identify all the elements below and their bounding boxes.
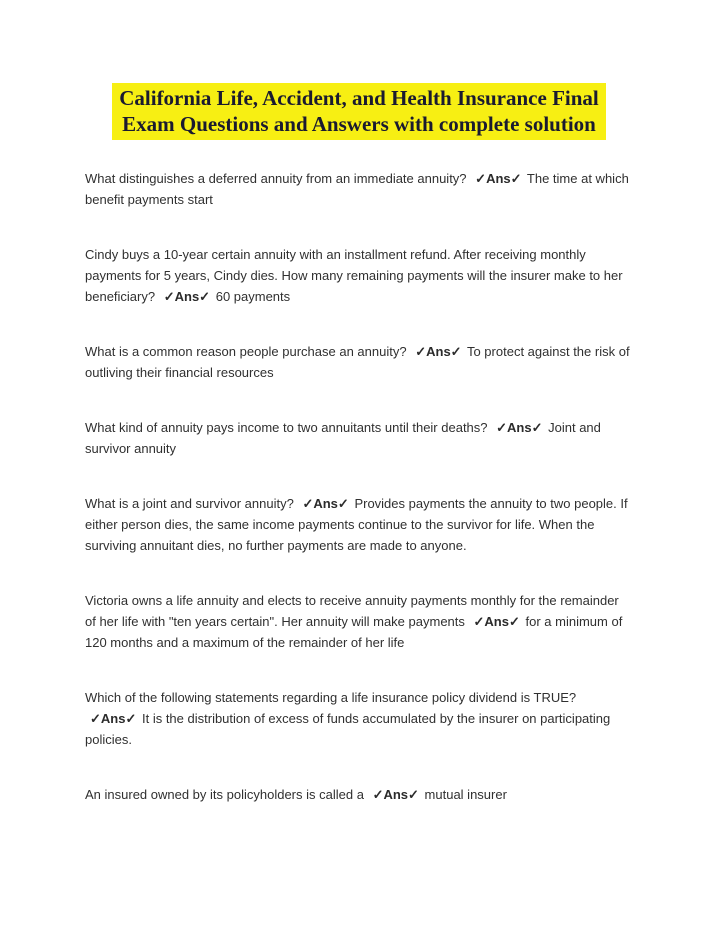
question-text: What is a joint and survivor annuity? — [85, 496, 294, 511]
ans-marker: ✓Ans✓ — [372, 787, 419, 802]
answer-text: Joint and survivor annuity — [85, 420, 601, 456]
qa-item — [85, 590, 633, 653]
ans-marker: ✓Ans✓ — [475, 171, 522, 186]
question-text: What kind of annuity pays income to two annuitants until their deaths? — [85, 420, 488, 435]
page-title-line2: Exam Questions and Answers with complete solution — [122, 112, 596, 136]
qa-item — [85, 784, 633, 805]
answer-text: To protect against the risk of outliving their financial resources — [85, 344, 630, 380]
answer-text: 60 payments — [215, 289, 291, 304]
ans-marker: ✓Ans✓ — [415, 344, 462, 359]
ans-marker: ✓Ans✓ — [163, 289, 211, 304]
title-block — [85, 83, 633, 140]
ans-marker: ✓Ans✓ — [302, 496, 349, 511]
qa-item — [85, 341, 633, 383]
question-text: Which of the following statements regarding a life insurance policy dividend is TRUE? — [85, 690, 577, 705]
answer-text: The time at which benefit payments start — [85, 171, 629, 207]
question-text: An insured owned by its policyholders is called a — [85, 787, 364, 802]
qa-item — [85, 244, 633, 307]
ans-marker: ✓Ans✓ — [473, 614, 520, 629]
ans-marker: ✓Ans✓ — [496, 420, 543, 435]
answer-text: for a minimum of 120 months and a maximum of the remainder of her life — [85, 614, 623, 650]
answer-text: It is the distribution of excess of funds accumulated by the insurer on participating policies. — [85, 711, 611, 747]
question-text: What distinguishes a deferred annuity from an immediate annuity? — [85, 171, 467, 186]
qa-item — [85, 168, 633, 210]
qa-item — [85, 493, 633, 556]
qa-item — [85, 687, 633, 750]
ans-marker: ✓Ans✓ — [90, 711, 137, 726]
answer-text: mutual insurer — [424, 787, 507, 802]
answer-text: Provides payments the annuity to two people. If either person dies, the same income payments continue to the survivor for life. When the surviving annuitant dies, no further payments are made to anyone. — [85, 496, 628, 553]
question-text: Victoria owns a life annuity and elects to receive annuity payments monthly for the remainder of her life with "ten years certain". Her annuity will make payments — [85, 593, 619, 629]
qa-item — [85, 417, 633, 459]
question-text: Cindy buys a 10-year certain annuity with an installment refund. After receiving monthly payments for 5 years, Cindy dies. How many remaining payments will the insurer make to her beneficiary? — [85, 247, 623, 304]
page-title — [112, 83, 606, 140]
page-title-line1: California Life, Accident, and Health Insurance Final — [119, 86, 599, 110]
question-text: What is a common reason people purchase an annuity? — [85, 344, 407, 359]
